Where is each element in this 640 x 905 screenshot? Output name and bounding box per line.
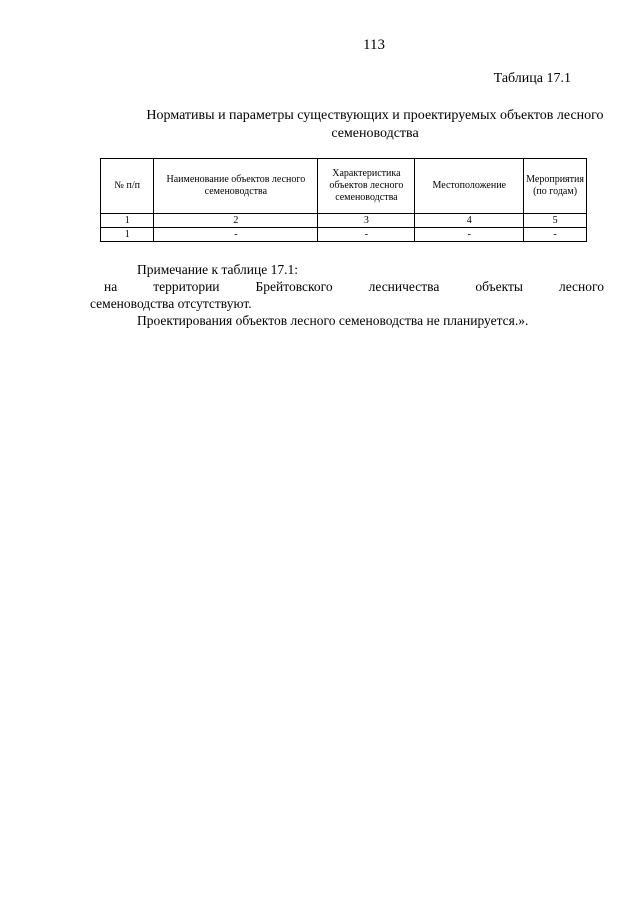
page-number: 113 (363, 37, 385, 53)
column-number-cell: 5 (524, 214, 587, 228)
document-title: Нормативы и параметры существующих и проектируемых объектов лесного семеноводства (146, 108, 604, 141)
header-characteristics: Характеристика объектов лесного семеноводства (318, 159, 415, 214)
column-number-cell: 4 (415, 214, 524, 228)
column-number-cell: 3 (318, 214, 415, 228)
note-word: объекты (475, 279, 523, 294)
header-number: № п/п (101, 159, 154, 214)
note-line-1 (104, 278, 604, 295)
header-location: Местоположение (415, 159, 524, 214)
note-line-2: семеноводства отсутствуют. (90, 296, 252, 311)
table-cell: - (415, 228, 524, 242)
header-activities: Мероприятия (по годам) (524, 159, 587, 214)
column-number-cell: 1 (101, 214, 154, 228)
note-line-3: Проектирования объектов лесного семеноводства не планируется.». (137, 313, 529, 328)
table-note (90, 261, 604, 329)
table-header-row (101, 159, 587, 214)
table-row (101, 228, 587, 242)
note-word: на (104, 279, 118, 294)
note-word: территории (153, 279, 220, 294)
note-word: лесного (558, 279, 604, 294)
column-number-cell: 2 (154, 214, 318, 228)
table-cell: - (318, 228, 415, 242)
column-number-row (101, 214, 587, 228)
seed-objects-table (100, 158, 587, 242)
table-caption: Таблица 17.1 (493, 71, 571, 86)
note-heading: Примечание к таблице 17.1: (137, 262, 298, 277)
table-cell: - (524, 228, 587, 242)
table-cell: - (154, 228, 318, 242)
table-cell: 1 (101, 228, 154, 242)
note-word: лесничества (368, 279, 440, 294)
note-word: Брейтовского (255, 279, 333, 294)
header-object-name: Наименование объектов лесного семеноводства (154, 159, 318, 214)
